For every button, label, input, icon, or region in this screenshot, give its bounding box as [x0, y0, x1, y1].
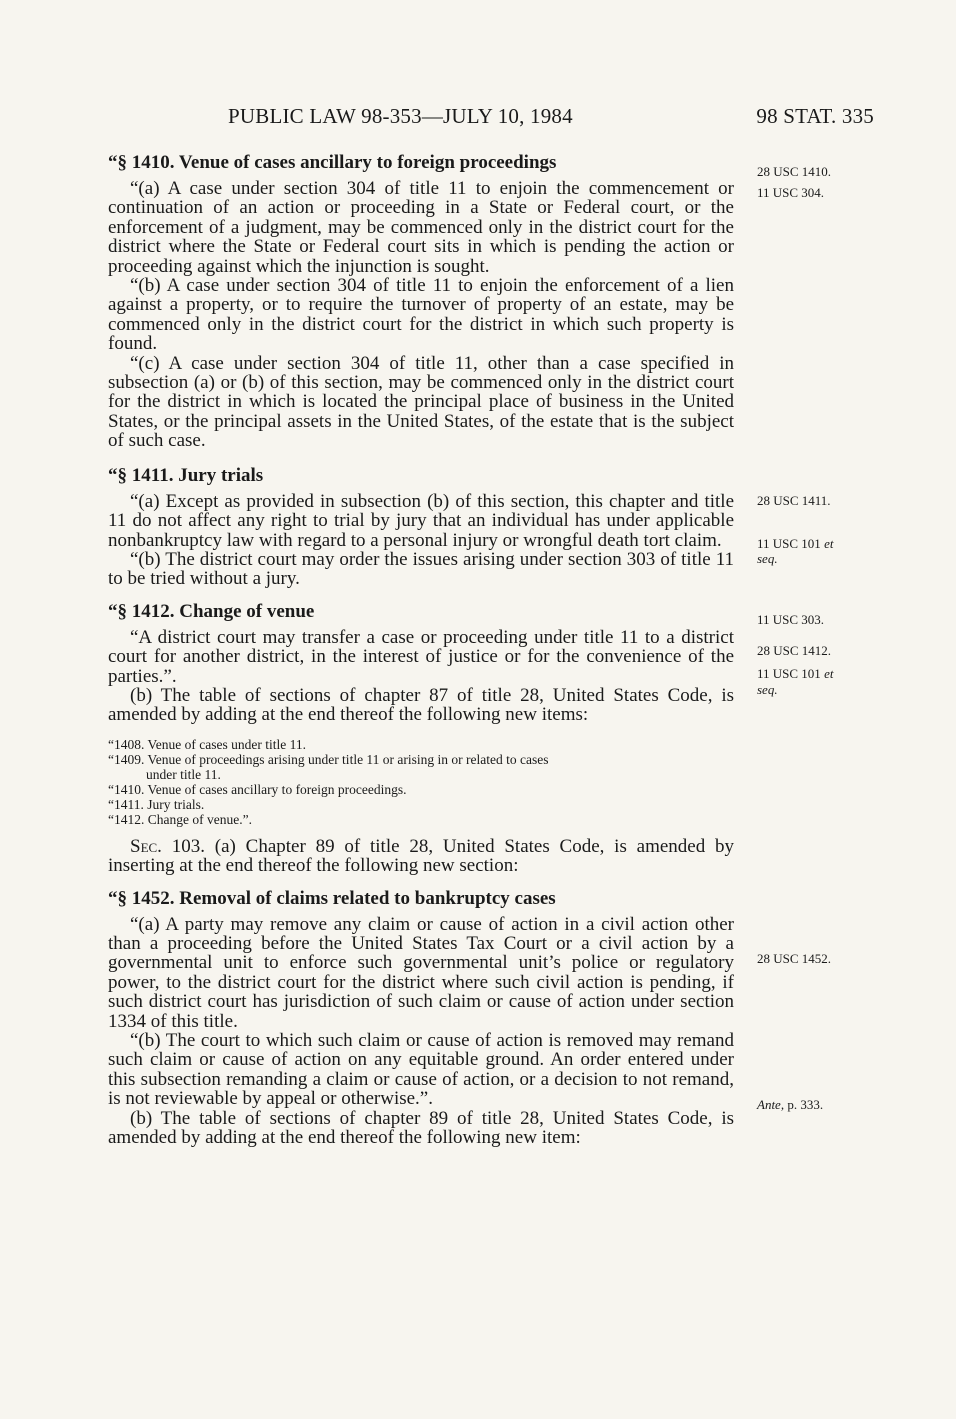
table-item: under title 11. [146, 766, 221, 782]
section-1452-a: “(a) A party may remove any claim or cause of action in a civil action other than a proceeding before the United States Tax Court or a civil action by a governmental unit to enforce such governmental unit’s police or regulatory power, to the district court for the district where such civil action is pending, if such district court has jurisdiction of such claim or cause of action under section 1334 of this title. [108, 913, 734, 1032]
page-header [228, 104, 876, 132]
note-italic: seq. [757, 551, 778, 566]
margin-note [757, 666, 833, 681]
sec-label: Sec. [130, 835, 162, 857]
note-text: p. 333. [784, 1097, 824, 1112]
table-item: “1411. Jury trials. [108, 796, 205, 812]
section-1410-a: “(a) A case under section 304 of title 11 to enjoin the commencement or continuation of an action or proceeding in a State or Federal court, or the enforcement of a judgment, may be commenced only in the district court for the district where the State or Federal court sits in which is pending the action or proceeding against which the injunction is sought. [108, 178, 734, 277]
margin-note: 28 USC 1452. [757, 951, 832, 966]
sec-103-body: 103. (a) Chapter 89 of title 28, United States Code, is amended by inserting at the end thereof the following new section: [108, 835, 734, 877]
section-1452-b: “(b) The court to which such claim or cause of action is removed may remand such claim or cause of action on any equitable ground. An order entered under this subsection remanding a claim or cause of action, or a decision to not remand, is not reviewable by appeal or otherwise.”. [108, 1030, 734, 1110]
margin-note: 28 USC 1410. [757, 164, 832, 179]
table-89-intro: (b) The table of sections of chapter 89 of title 28, United States Code, is amended by adding at the end thereof the following new item: [108, 1107, 734, 1149]
section-1411-a: “(a) Except as provided in subsection (b) of this section, this chapter and title 11 do not affect any right to trial by jury that an individual has under applicable nonbankruptcy law with regard to a personal injury or wrongful death tort claim. [108, 490, 734, 551]
section-1410-c: “(c) A case under section 304 of title 11, other than a case specified in subsection (a) or (b) of this section, may be commenced only in the district court for the district in which is located the principal place of business in the United States, or the principal assets in the United States, of the estate that is the subject of such case. [108, 352, 734, 452]
margin-note: 28 USC 1411. [757, 493, 831, 508]
section-1410-b: “(b) A case under section 304 of title 11 to enjoin the enforcement of a lien against a property, or to require the turnover of property of an estate, may be commenced only in the district court for the district in which such property is found. [108, 275, 734, 355]
margin-note [757, 536, 833, 551]
section-1452-heading: “§ 1452. Removal of claims related to bankruptcy cases [108, 887, 556, 909]
note-italic: Ante, [757, 1097, 785, 1112]
section-1412-heading: “§ 1412. Change of venue [108, 600, 315, 622]
table-item: “1412. Change of venue.”. [108, 811, 252, 827]
margin-note [757, 1097, 823, 1112]
table-item: “1408. Venue of cases under title 11. [108, 736, 306, 752]
section-1411-b: “(b) The district court may order the issues arising under section 303 of title 11 to be tried without a jury. [108, 548, 734, 590]
table-87-intro: (b) The table of sections of chapter 87 of title 28, United States Code, is amended by adding at the end thereof the following new items: [108, 684, 734, 726]
main-text-column [108, 152, 734, 1147]
header-stat-page: 98 STAT. 335 [756, 104, 874, 128]
margin-note: 11 USC 304. [757, 185, 825, 200]
note-italic: et [824, 666, 834, 681]
section-103-text [108, 837, 734, 876]
note-text: 11 USC 101 [757, 666, 825, 681]
note-text: 11 USC 101 [757, 536, 825, 551]
table-item: “1409. Venue of proceedings arising under title 11 or arising in or related to cases [108, 751, 549, 767]
note-italic: seq. [757, 682, 778, 697]
section-1410-heading: “§ 1410. Venue of cases ancillary to foreign proceedings [108, 152, 557, 173]
margin-note [757, 551, 778, 566]
header-law-title: PUBLIC LAW 98-353—JULY 10, 1984 [228, 104, 573, 128]
table-87-items [108, 737, 734, 827]
margin-note [757, 682, 778, 697]
section-1411-heading: “§ 1411. Jury trials [108, 464, 264, 486]
margin-note: 11 USC 303. [757, 612, 825, 627]
margin-note: 28 USC 1412. [757, 643, 832, 658]
section-1412-text: “A district court may transfer a case or proceeding under title 11 to a district court for another district, in the interest of justice or for the convenience of the parties.”. [108, 626, 734, 687]
note-italic: et [824, 536, 834, 551]
table-item: “1410. Venue of cases ancillary to foreign proceedings. [108, 781, 407, 797]
